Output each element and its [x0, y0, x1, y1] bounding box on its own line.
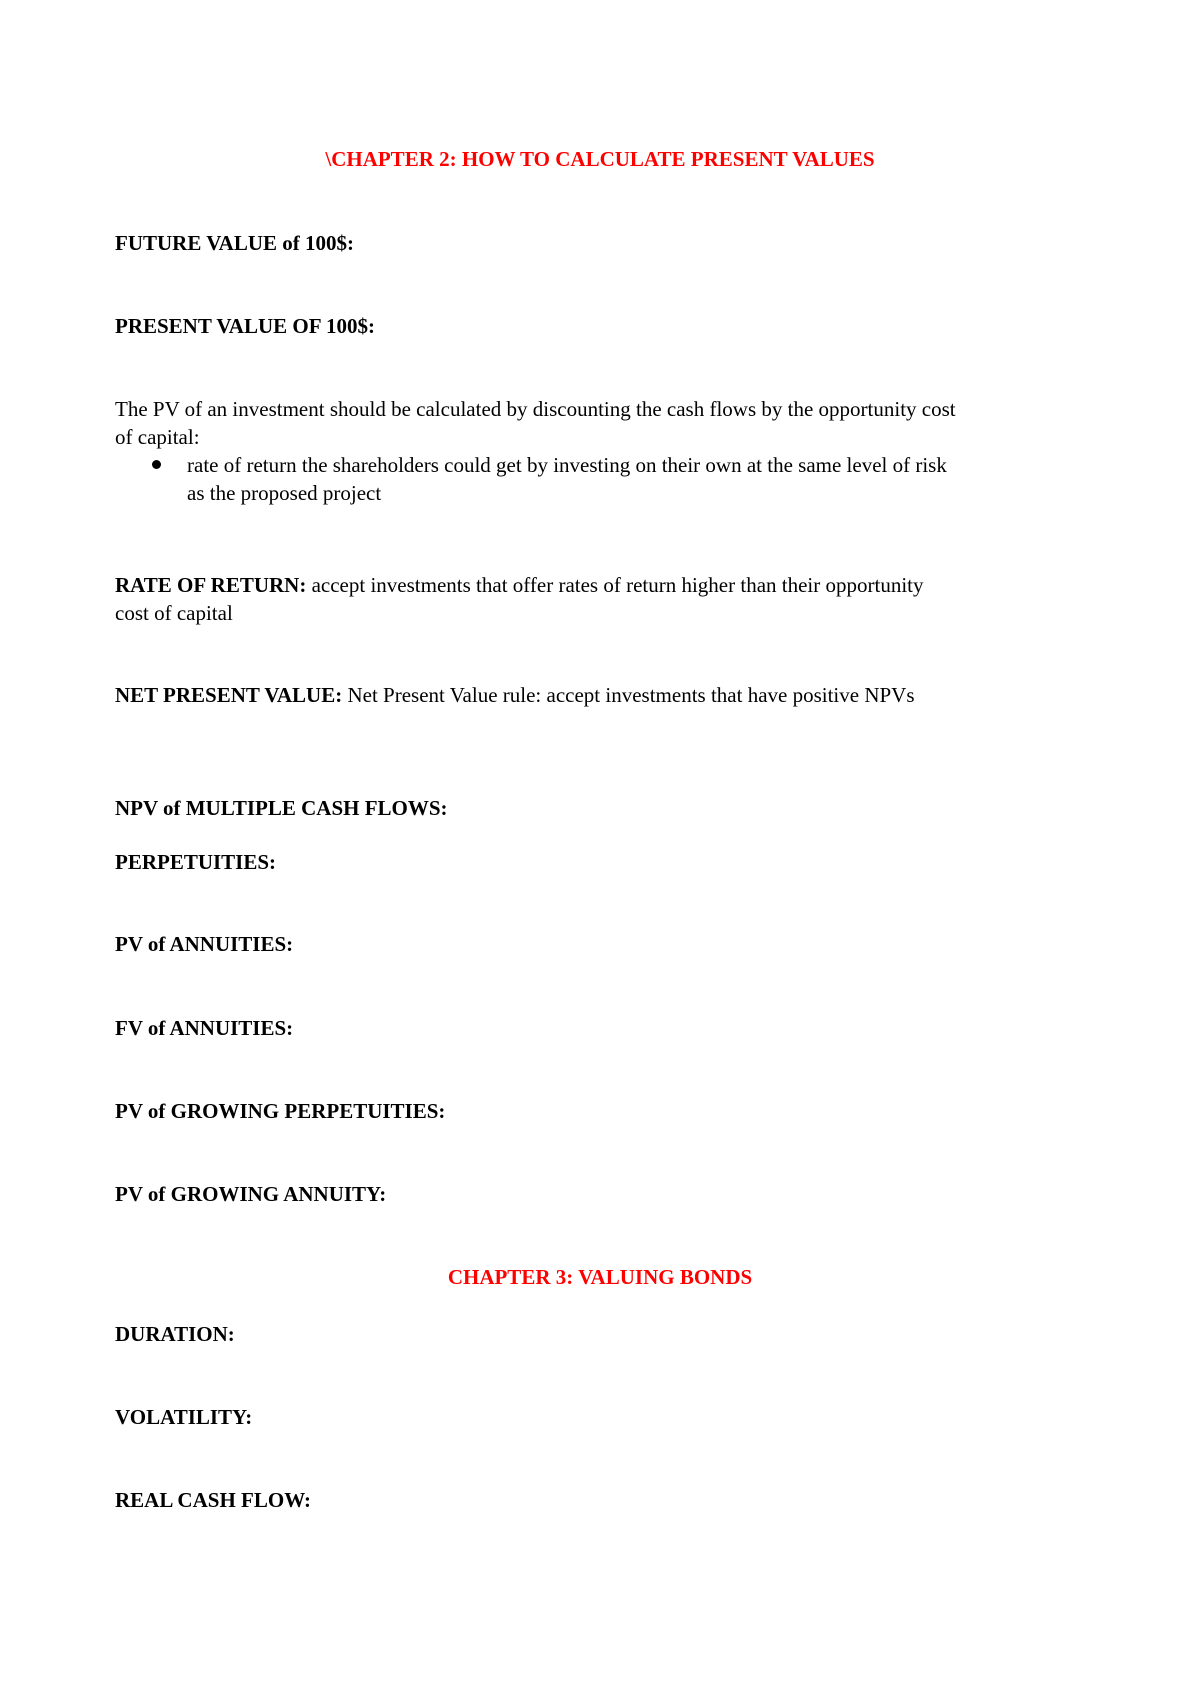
pv-paragraph-line-2: of capital:	[115, 425, 200, 449]
rate-of-return-text: accept investments that offer rates of return higher than their opportunity	[311, 573, 924, 597]
rate-of-return-label: RATE OF RETURN:	[115, 573, 307, 597]
duration-label: DURATION:	[115, 1322, 235, 1346]
npv-text: Net Present Value rule: accept investments that have positive NPVs	[347, 683, 915, 707]
future-value-label: FUTURE VALUE of 100$:	[115, 231, 354, 255]
pv-growing-annuity-label: PV of GROWING ANNUITY:	[115, 1182, 387, 1206]
fv-annuities-label: FV of ANNUITIES:	[115, 1016, 294, 1040]
pv-annuities-label: PV of ANNUITIES:	[115, 932, 294, 956]
bullet-item-line-2: as the proposed project	[187, 481, 382, 505]
real-cash-flow-label: REAL CASH FLOW:	[115, 1488, 312, 1512]
chapter-3-heading: CHAPTER 3: VALUING BONDS	[447, 1265, 753, 1289]
npv-label: NET PRESENT VALUE:	[115, 683, 343, 707]
rate-of-return-paragraph	[115, 571, 924, 599]
volatility-label: VOLATILITY:	[115, 1405, 253, 1429]
npv-paragraph	[115, 681, 915, 709]
present-value-label: PRESENT VALUE OF 100$:	[115, 314, 376, 338]
npv-multiple-cash-flows-label: NPV of MULTIPLE CASH FLOWS:	[115, 796, 448, 820]
rate-of-return-text-line-2: cost of capital	[115, 601, 233, 625]
chapter-2-heading: \CHAPTER 2: HOW TO CALCULATE PRESENT VALUES	[325, 147, 875, 171]
pv-growing-perpetuities-label: PV of GROWING PERPETUITIES:	[115, 1099, 446, 1123]
pv-paragraph-line-1: The PV of an investment should be calculated by discounting the cash flows by the opportunity cost	[115, 397, 956, 421]
bullet-item-line-1: rate of return the shareholders could get by investing on their own at the same level of risk	[187, 453, 947, 477]
perpetuities-label: PERPETUITIES:	[115, 850, 277, 874]
bullet-icon	[152, 460, 161, 469]
